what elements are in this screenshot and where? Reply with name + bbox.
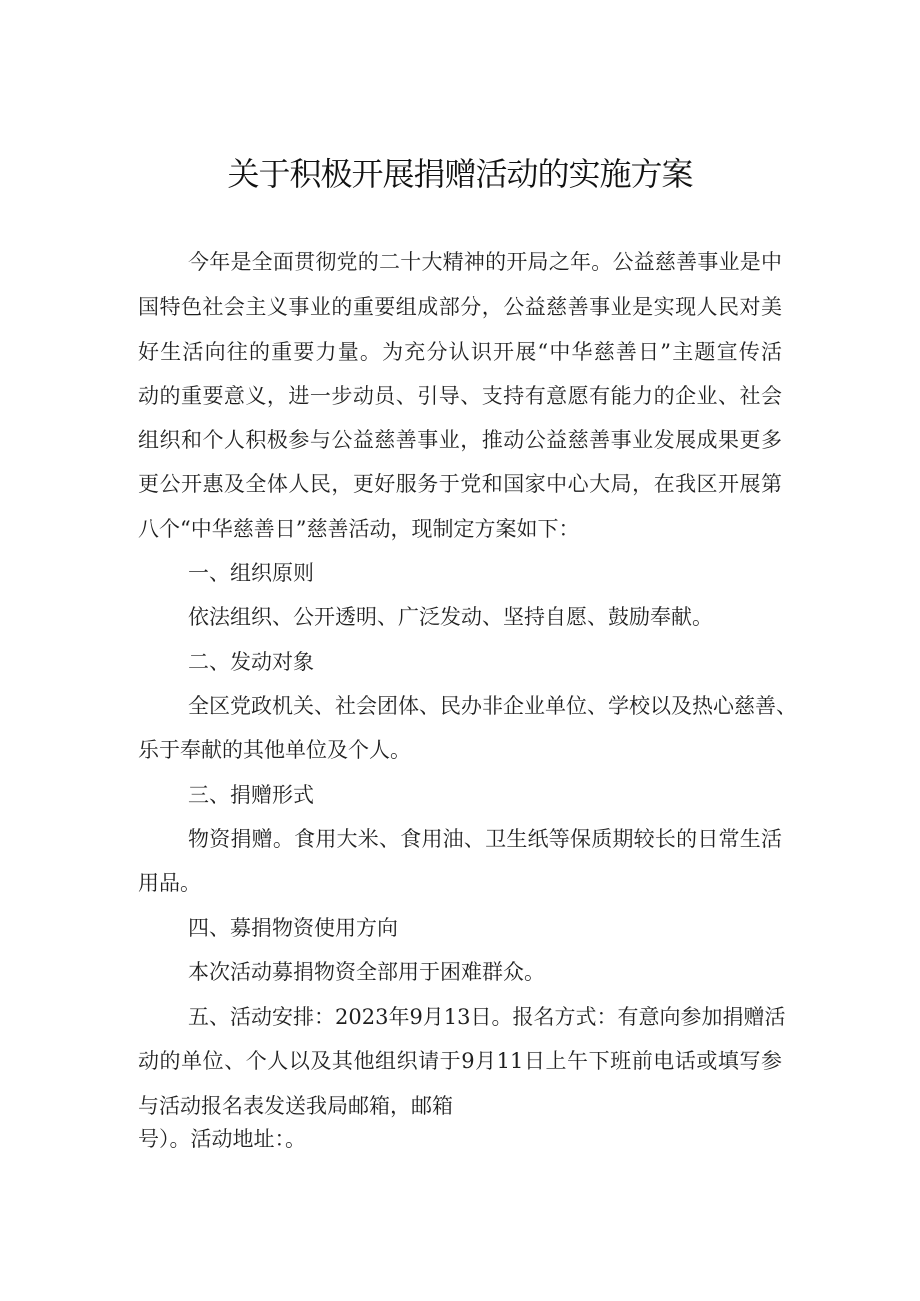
section-heading: 二、发动对象 <box>188 650 314 674</box>
section-heading: 三、捐赠形式 <box>188 783 314 807</box>
paragraph-line: 国特色社会主义事业的重要组成部分，公益慈善事业是实现人民对美 <box>138 295 782 319</box>
paragraph-line: 用品。 <box>138 871 201 895</box>
paragraph-line: 本次活动募捐物资全部用于困难群众。 <box>188 960 545 984</box>
section-heading: 一、组织原则 <box>188 561 314 585</box>
paragraph-line: 五、活动安排：2023年9月13日。报名方式：有意向参加捐赠活 <box>188 1005 786 1029</box>
paragraph-line: 动的单位、个人以及其他组织请于9月11日上午下班前电话或填写参 <box>138 1049 782 1073</box>
paragraph-line: 动的重要意义，进一步动员、引导、支持有意愿有能力的企业、社会 <box>138 384 782 408</box>
paragraph-line: 今年是全面贯彻党的二十大精神的开局之年。公益慈善事业是中 <box>188 250 782 274</box>
document-title: 关于积极开展捐赠活动的实施方案 <box>227 155 693 193</box>
paragraph-line: 物资捐赠。食用大米、食用油、卫生纸等保质期较长的日常生活 <box>188 827 782 851</box>
paragraph-line: 八个“中华慈善日”慈善活动，现制定方案如下： <box>138 517 580 541</box>
paragraph-line: 组织和个人积极参与公益慈善事业，推动公益慈善事业发展成果更多 <box>138 428 782 452</box>
section-heading: 四、募捐物资使用方向 <box>188 916 398 940</box>
paragraph-line: 全区党政机关、社会团体、民办非企业单位、学校以及热心慈善、 <box>188 694 797 718</box>
paragraph-line: 与活动报名表发送我局邮箱，邮箱 <box>138 1094 453 1118</box>
paragraph-line: 依法组织、公开透明、广泛发动、坚持自愿、鼓励奉献。 <box>188 605 713 629</box>
paragraph-line: 号）。活动地址：。 <box>138 1127 306 1151</box>
paragraph-line: 更公开惠及全体人民，更好服务于党和国家中心大局，在我区开展第 <box>138 472 782 496</box>
paragraph-line: 乐于奉献的其他单位及个人。 <box>138 738 411 762</box>
paragraph-line: 好生活向往的重要力量。为充分认识开展“中华慈善日”主题宣传活 <box>138 340 782 364</box>
